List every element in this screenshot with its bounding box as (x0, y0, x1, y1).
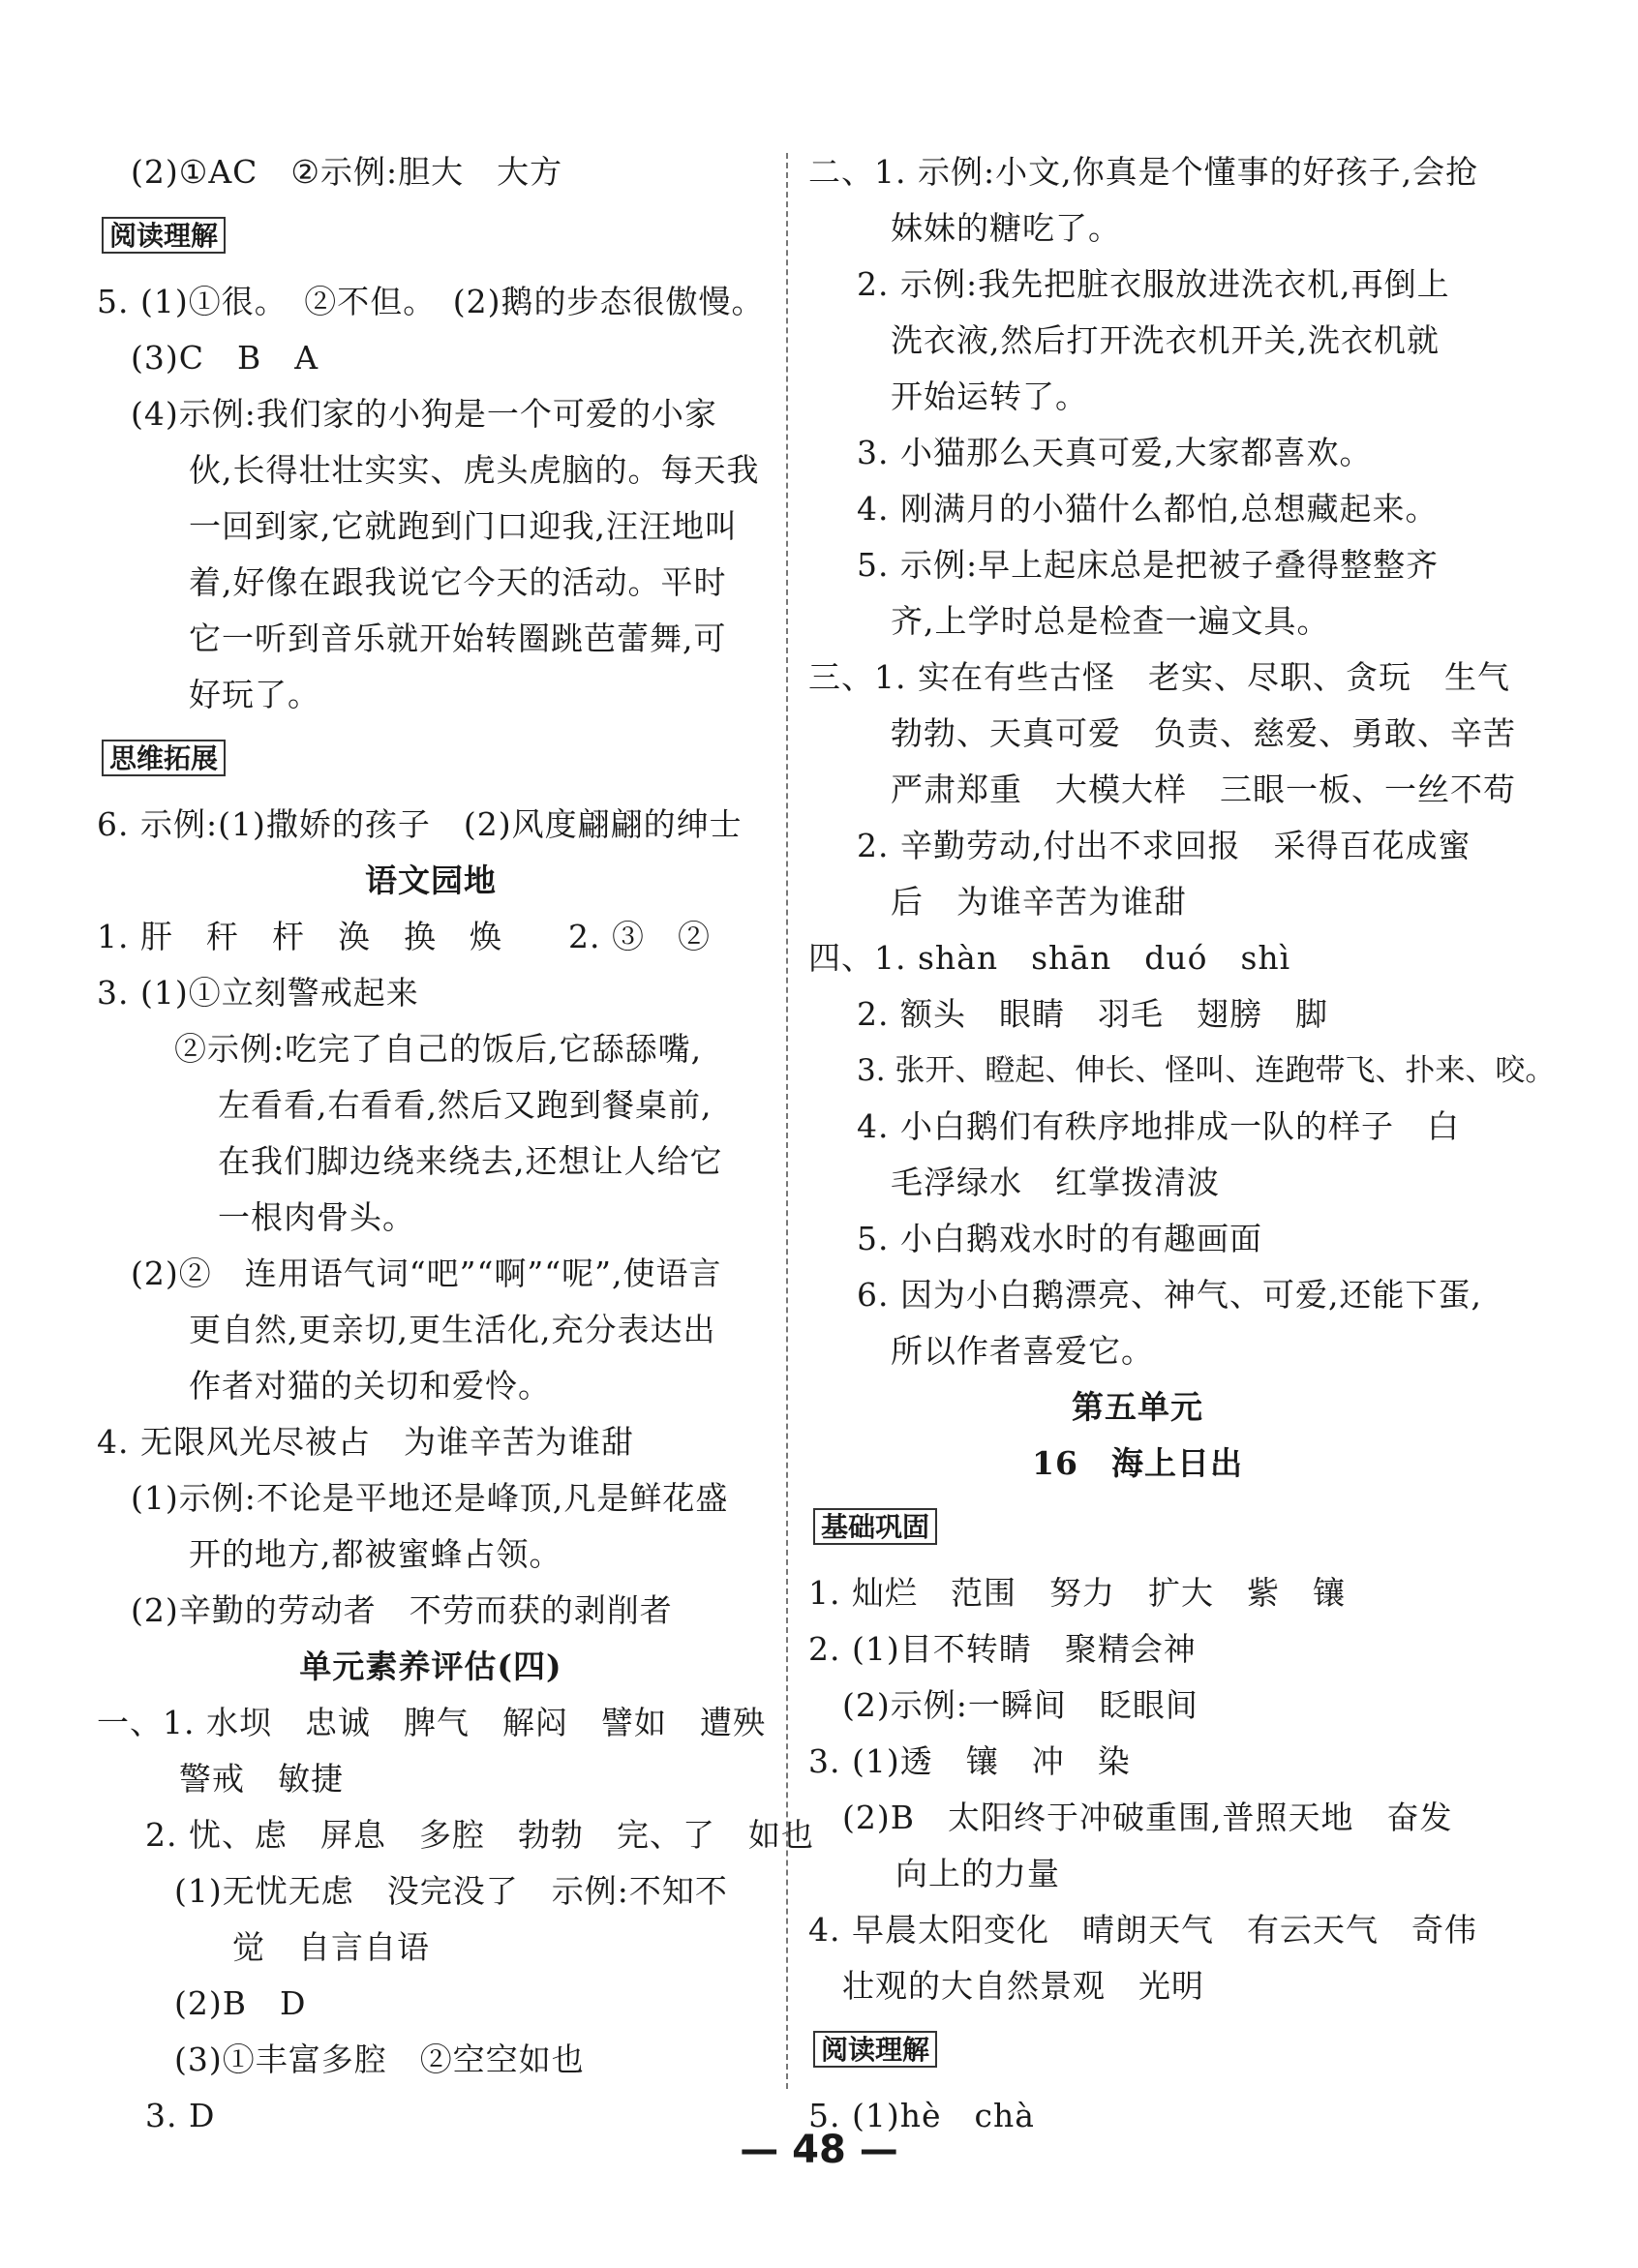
text-line: 3. D (145, 2097, 216, 2134)
text-line: ②示例:吃完了自己的饭后,它舔舔嘴, (174, 1030, 703, 1068)
text-line: 6. 示例:(1)撒娇的孩子 (2)风度翩翩的绅士 (97, 805, 743, 843)
text-line: 一回到家,它就跑到门口迎我,汪汪地叫 (189, 507, 738, 545)
text-line: 5. (1)hè chà (808, 2097, 1035, 2134)
lesson-heading: 16 海上日出 (1032, 1444, 1243, 1482)
text-line: 2. (1)目不转睛 聚精会神 (808, 1630, 1197, 1668)
text-line: 3. (1)透 镶 冲 染 (808, 1742, 1131, 1780)
text-line: 洗衣液,然后打开洗衣机开关,洗衣机就 (891, 321, 1440, 359)
text-line: 在我们脚边绕来绕去,还想让人给它 (218, 1142, 723, 1180)
text-line: 5. (1)①很。 ②不但。 (2)鹅的步态很傲慢。 (97, 283, 765, 320)
text-line: 四、1. shàn shān duó shì (808, 939, 1291, 977)
text-line: 2. 辛勤劳动,付出不求回报 采得百花成蜜 (857, 827, 1471, 864)
text-line: 2. 忧、虑 屏息 多腔 勃勃 完、了 如也 (145, 1816, 814, 1854)
text-line: 开的地方,都被蜜蜂占领。 (189, 1535, 562, 1573)
text-line: 开始运转了。 (891, 378, 1088, 415)
text-line: (4)示例:我们家的小狗是一个可爱的小家 (131, 395, 717, 433)
text-line: 严肃郑重 大模大样 三眼一板、一丝不苟 (891, 771, 1516, 808)
text-line: (2)B D (174, 1984, 307, 2022)
text-line: 4. 无限风光尽被占 为谁辛苦为谁甜 (97, 1423, 634, 1461)
text-line: 伙,长得壮壮实实、虎头虎脑的。每天我 (189, 451, 760, 489)
text-line: (1)示例:不论是平地还是峰顶,凡是鲜花盛 (131, 1479, 729, 1517)
text-line: 1. 肝 秆 杆 涣 换 焕 2. ③ ② (97, 918, 711, 955)
text-line: (3)①丰富多腔 ②空空如也 (174, 2041, 585, 2078)
text-line: 勃勃、天真可爱 负责、慈爱、勇敢、辛苦 (891, 714, 1516, 752)
page-number: — 48 — (740, 2128, 898, 2172)
text-line: 左看看,右看看,然后又跑到餐桌前, (218, 1086, 713, 1124)
section-heading: 语文园地 (365, 862, 497, 899)
text-line: 毛浮绿水 红掌拨清波 (891, 1164, 1220, 1201)
text-line: 作者对猫的关切和爱怜。 (189, 1367, 551, 1405)
text-line: 4. 小白鹅们有秩序地排成一队的样子 白 (857, 1107, 1460, 1145)
text-line: 所以作者喜爱它。 (891, 1332, 1154, 1370)
text-line: 三、1. 实在有些古怪 老实、尽职、贪玩 生气 (808, 658, 1510, 696)
text-line: 着,好像在跟我说它今天的活动。平时 (189, 563, 727, 601)
text-line: (2)示例:一瞬间 眨眼间 (842, 1686, 1198, 1724)
text-line: 2. 额头 眼睛 羽毛 翅膀 脚 (857, 995, 1328, 1033)
text-line: (1)无忧无虑 没完没了 示例:不知不 (174, 1872, 728, 1910)
text-line: 妹妹的糖吃了。 (891, 209, 1121, 247)
text-line: 3. 张开、瞪起、伸长、怪叫、连跑带飞、扑来、咬。 (857, 1053, 1556, 1088)
text-line: 后 为谁辛苦为谁甜 (891, 883, 1187, 921)
text-line: 警戒 敏捷 (179, 1760, 344, 1798)
section-heading: 单元素养评估(四) (299, 1648, 562, 1685)
text-line: 觉 自言自语 (232, 1928, 430, 1966)
section-label-reading: 阅读理解 (813, 2031, 937, 2068)
text-line: 二、1. 示例:小文,你真是个懂事的好孩子,会抢 (808, 153, 1479, 191)
text-line: 5. 小白鹅戏水时的有趣画面 (857, 1220, 1262, 1257)
unit-heading: 第五单元 (1072, 1388, 1203, 1426)
text-line: (2)辛勤的劳动者 不劳而获的剥削者 (131, 1591, 673, 1629)
text-line: 2. 示例:我先把脏衣服放进洗衣机,再倒上 (857, 265, 1450, 303)
text-line: 它一听到音乐就开始转圈跳芭蕾舞,可 (189, 620, 727, 657)
text-line: 向上的力量 (895, 1855, 1060, 1892)
text-line: 1. 灿烂 范围 努力 扩大 紫 镶 (808, 1574, 1346, 1612)
text-line: 4. 早晨太阳变化 晴朗天气 有云天气 奇伟 (808, 1911, 1477, 1949)
text-line: 一、1. 水坝 忠诚 脾气 解闷 譬如 遭殃 (97, 1704, 766, 1741)
text-line: (2)② 连用语气词“吧”“啊”“呢”,使语言 (131, 1255, 722, 1292)
section-label-reading: 阅读理解 (102, 217, 226, 254)
text-line: 好玩了。 (189, 676, 320, 713)
text-line: 5. 示例:早上起床总是把被子叠得整整齐 (857, 546, 1440, 584)
text-line: 3. (1)①立刻警戒起来 (97, 974, 419, 1012)
text-line: 4. 刚满月的小猫什么都怕,总想藏起来。 (857, 490, 1439, 528)
text-line: 更自然,更亲切,更生活化,充分表达出 (189, 1311, 716, 1348)
text-line: 3. 小猫那么天真可爱,大家都喜欢。 (857, 434, 1373, 471)
section-label-basics: 基础巩固 (813, 1508, 937, 1545)
text-line: 一根肉骨头。 (218, 1198, 415, 1236)
section-label-thinking: 思维拓展 (102, 740, 226, 776)
text-line: 壮观的大自然景观 光明 (842, 1967, 1204, 2005)
text-line: (3)C B A (131, 339, 319, 377)
text-line: (2)①AC ②示例:胆大 大方 (131, 153, 563, 191)
text-line: 6. 因为小白鹅漂亮、神气、可爱,还能下蛋, (857, 1276, 1482, 1314)
text-line: (2)B 太阳终于冲破重围,普照天地 奋发 (842, 1799, 1453, 1836)
text-line: 齐,上学时总是检查一遍文具。 (891, 602, 1330, 640)
column-divider (786, 153, 788, 2089)
